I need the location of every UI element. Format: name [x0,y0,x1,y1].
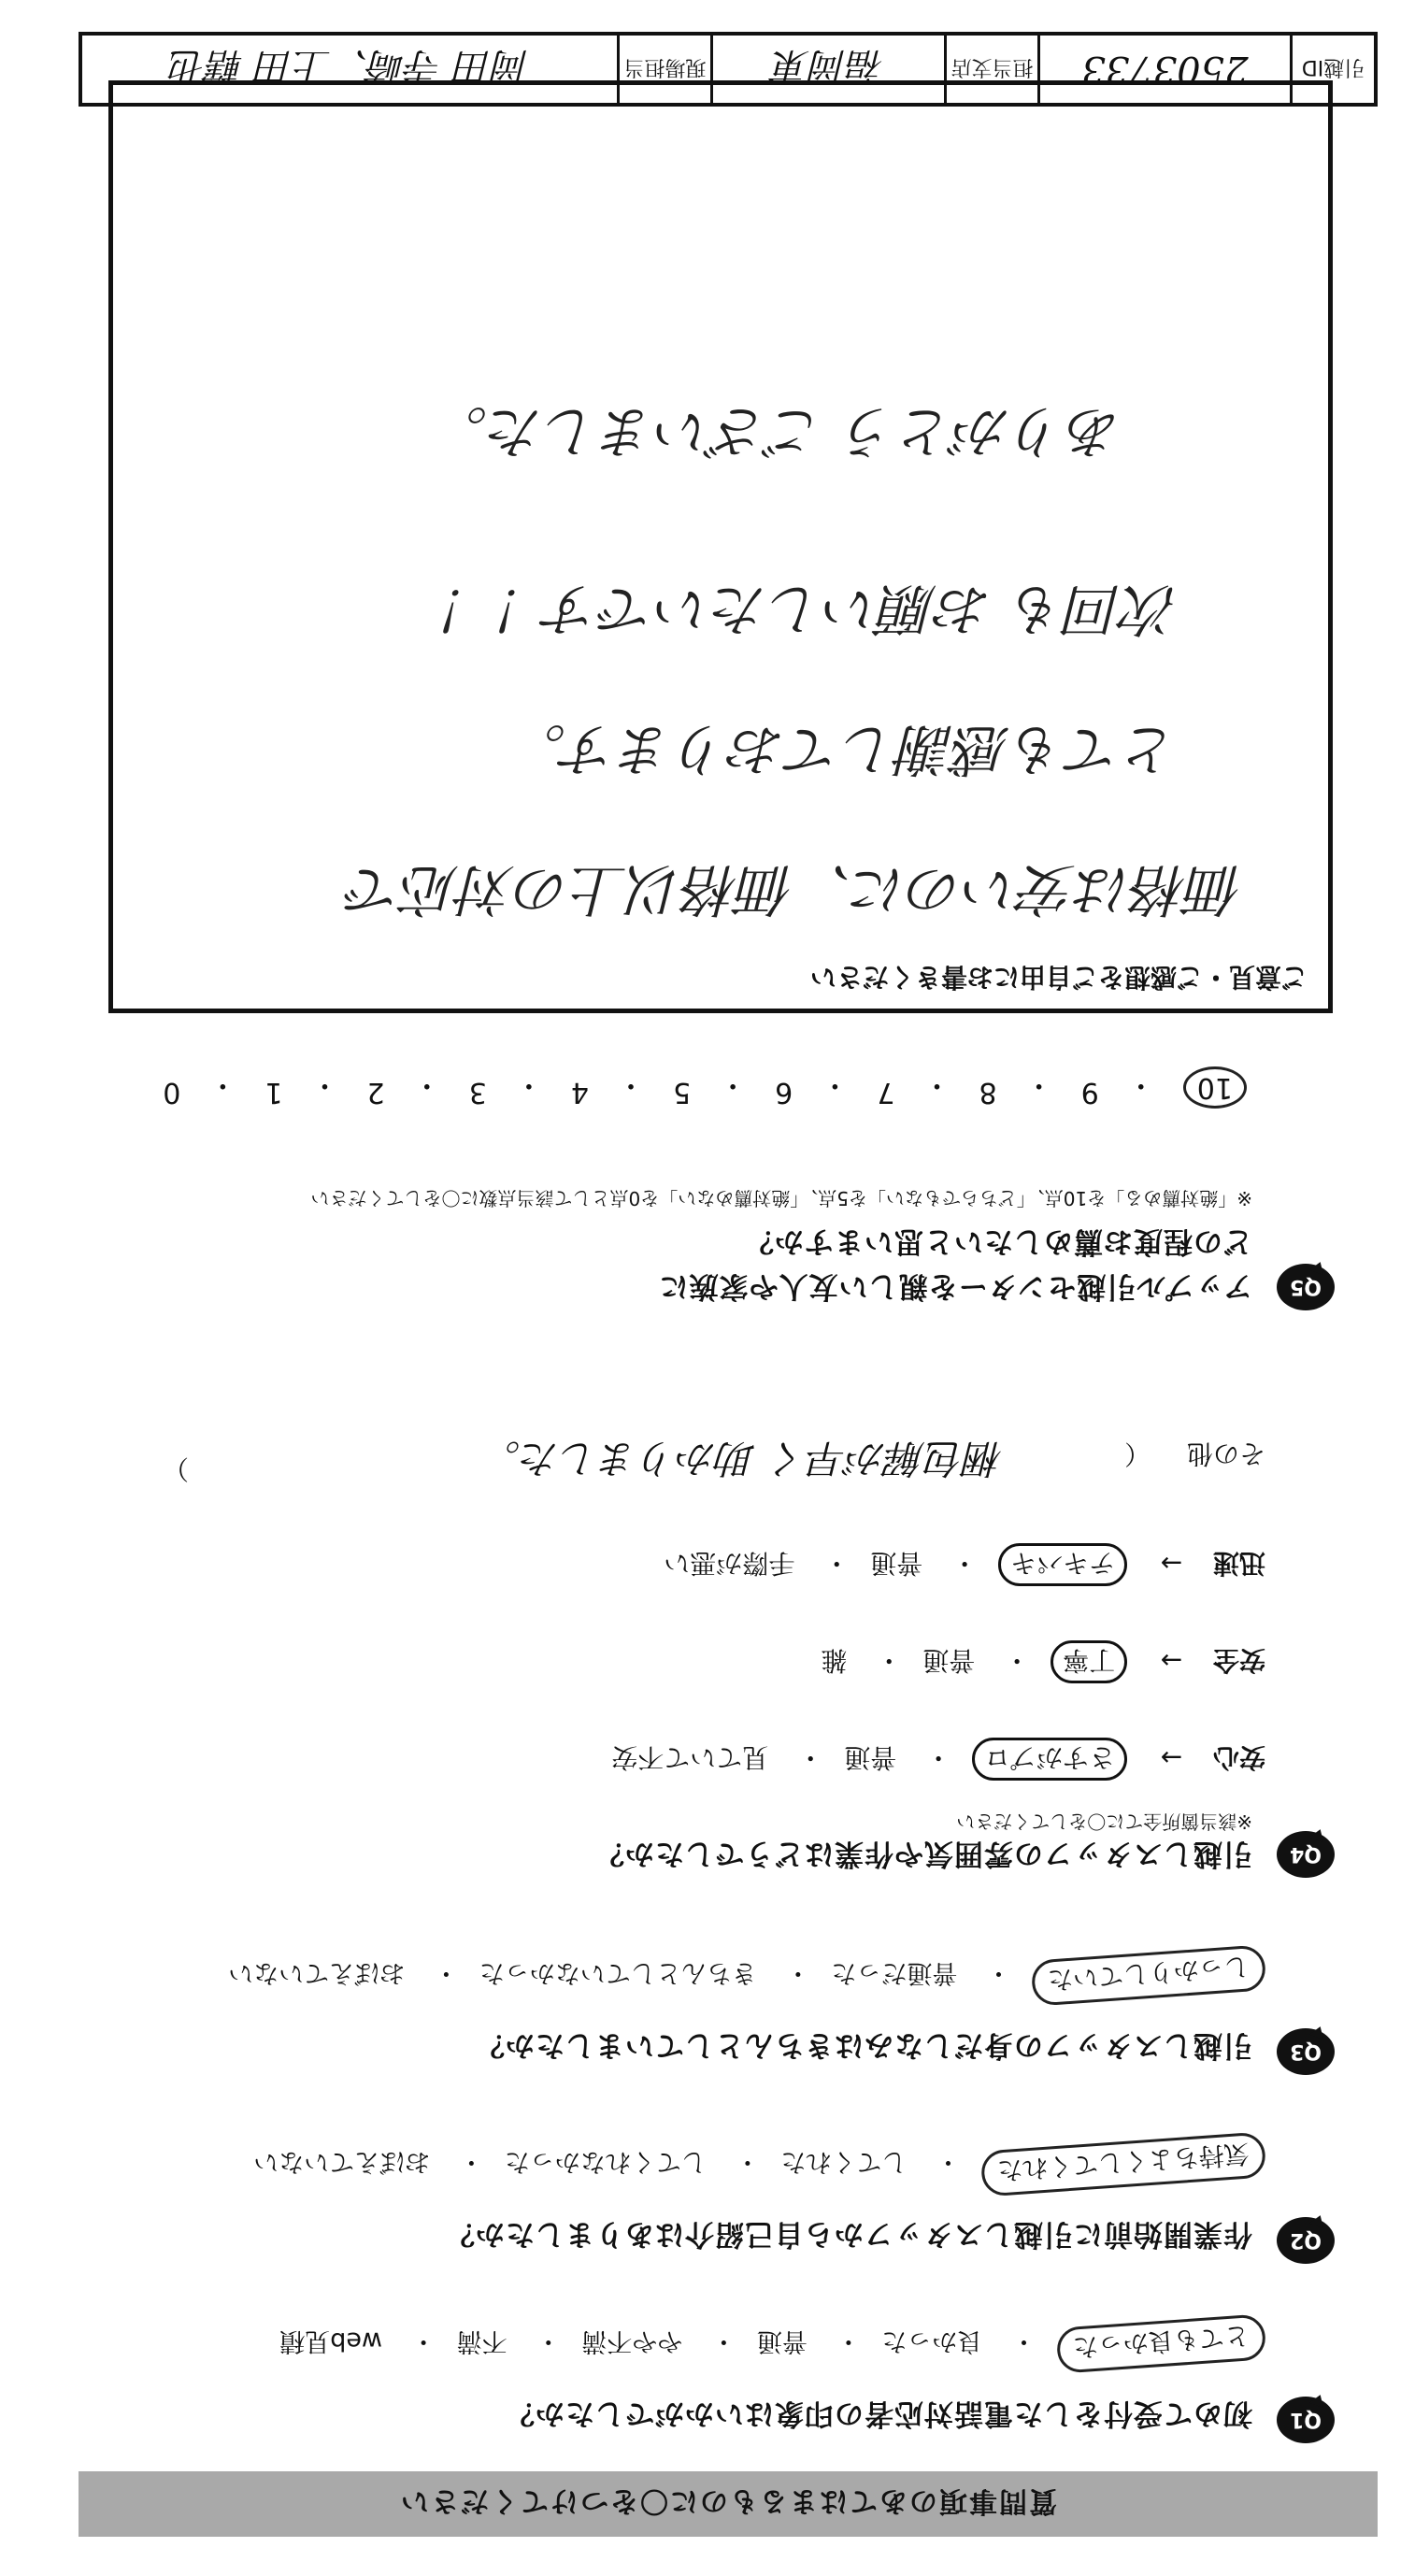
q1-option-3[interactable]: 普通 [756,2326,808,2355]
q2-option-1[interactable]: 気持ちよくしてくれた [980,2131,1267,2197]
q4-badge: Q4 [1277,1831,1335,1878]
comment-line-3: 次回も お願いしたいです ！！ [413,576,1179,641]
q2-badge: Q2 [1277,2217,1335,2264]
q4-row-1-option-3[interactable]: 見ていて不安 [611,1742,769,1773]
q1-badge: Q1 [1277,2397,1335,2443]
score-6[interactable]: 6 [775,1076,793,1109]
q1-option-1[interactable]: とても良かった [1056,2313,1267,2373]
q2-text: 作業開始前に引越しスタッフから自己紹介はありましたか？ [445,2217,1252,2251]
q4-row-1-label: 安心 [1212,1742,1265,1773]
comment-title: ご意見・ご感想をご自由にお書きください [809,962,1308,993]
q3-text: 引越しスタッフの身だしなみはきちんとしていましたか？ [475,2028,1252,2062]
q3-option-3[interactable]: きちんとしていなかった [479,1958,757,1987]
score-1[interactable]: 1 [264,1076,283,1109]
q4-row-2-label: 安全 [1212,1645,1265,1676]
q3-option-4[interactable]: おぼえていない [228,1958,406,1987]
q3-option-2[interactable]: 普通だった [831,1958,958,1987]
q4-row-2-option-2[interactable]: 普通 [922,1645,976,1676]
q5-text-line-1: アップル引越センターを親しい友人や家族に [658,1269,1252,1303]
comment-line-4: ありがとう ございました。 [431,398,1122,464]
comment-box[interactable] [108,80,1333,1013]
q2-option-2[interactable]: してくれた [780,2147,908,2176]
arrow-right-icon: → [1160,1645,1183,1676]
comment-line-2: とても感謝しております。 [509,716,1179,781]
branch-value: 福岡東 [710,36,944,103]
q4-row-anshin: 安心 → さすがプロ・ 普通・ 見ていて不安 [611,1738,1265,1781]
instruction-header [79,2471,1378,2537]
q1-options: とても良かった・ 良かった・ 普通・ やや不満・ 不満・ web見積 [279,2321,1265,2367]
survey-card [79,39,1378,2537]
q4-row-3-option-1[interactable]: テキパキ [998,1543,1127,1586]
q4-other-close: ） [163,1453,190,1484]
q4-other-row [163,1433,1265,1489]
score-3[interactable]: 3 [468,1076,487,1109]
score-2[interactable]: 2 [366,1076,385,1109]
score-9[interactable]: 9 [1080,1076,1099,1109]
q5-note: ※「絶対薦める」を10点、「どちらでもない」を5点、「絶対薦めない」を0点として該当点数に〇をしてください [310,1187,1252,1209]
q2-option-4[interactable]: おぼえていない [253,2147,431,2176]
q2-option-3[interactable]: してくれなかった [504,2147,707,2176]
q4-other-handwriting: 梱包解が早く 助かりました。 [480,1436,1005,1481]
q5-text-line-2: どの程度お薦めしたいと思いますか？ [744,1224,1252,1258]
q3-option-1[interactable]: しっかりしていた [1031,1944,1267,2006]
move-id-header: 引越ID [1290,36,1374,103]
q4-row-anzen: 安全 → 丁寧・ 普通・ 雑 [821,1640,1265,1683]
q4-row-1-option-1[interactable]: さすがプロ [972,1738,1127,1781]
q5-badge: Q5 [1277,1264,1335,1310]
staff-value: 岡田 寺崎、上田 轄也 [169,44,530,88]
score-4[interactable]: 4 [570,1076,589,1109]
score-0[interactable]: 0 [163,1076,181,1109]
q4-row-3-option-2[interactable]: 普通 [870,1548,923,1579]
score-7[interactable]: 7 [877,1076,895,1109]
score-8[interactable]: 8 [979,1076,997,1109]
q4-text: 引越しスタッフの雰囲気や作業はどうでしたか？ [594,1837,1252,1870]
q5-score-scale: 10 ・ 9 ・ 8 ・ 7 ・ 6 ・ 5 ・ 4 ・ 3 ・ 2 ・ 1 ・ 0 [163,1066,1247,1109]
q4-other-open: （ [1124,1438,1151,1469]
score-5[interactable]: 5 [673,1076,692,1109]
q4-row-3-option-3[interactable]: 手際が悪い [664,1548,795,1579]
q4-row-1-option-2[interactable]: 普通 [844,1742,897,1773]
q4-row-2-option-1[interactable]: 丁寧 [1051,1640,1127,1683]
instruction-text: 質問事項のあてはまるものに〇をつけてください [399,2484,1057,2517]
q1-option-5[interactable]: 不満 [456,2326,507,2355]
move-id-value: 2503733 [1037,36,1290,103]
q1-option-2[interactable]: 良かった [881,2326,983,2355]
move-id-table [79,32,1378,107]
q4-row-jinsoku: 迅速 → テキパキ・ 普通・ 手際が悪い [664,1543,1265,1586]
q4-row-3-label: 迅速 [1212,1548,1265,1579]
arrow-right-icon: → [1160,1548,1183,1579]
staff-header: 現場担当 [617,36,710,103]
q2-options: 気持ちよくしてくれた・ してくれた・ してくれなかった・ おぼえていない [253,2141,1265,2187]
q1-option-6[interactable]: web見積 [279,2326,383,2355]
q3-options: しっかりしていた・ 普通だった・ きちんとしていなかった・ おぼえていない [228,1953,1265,1998]
score-10[interactable]: 10 [1183,1066,1247,1109]
branch-header: 担当支店 [944,36,1037,103]
q4-row-2-option-3[interactable]: 雑 [821,1645,848,1676]
q4-note: ※該当箇所全てに〇をしてください [956,1810,1252,1833]
comment-line-1: 価格は安いのに、価格以上の対応で [347,856,1244,922]
q1-text: 初めて受付をした電話対応者の印象はいかがでしたか？ [505,2397,1252,2430]
arrow-right-icon: → [1160,1742,1183,1773]
q4-other-label: その他 [1186,1438,1265,1469]
q3-badge: Q3 [1277,2028,1335,2075]
q1-option-4[interactable]: やや不満 [581,2326,683,2355]
